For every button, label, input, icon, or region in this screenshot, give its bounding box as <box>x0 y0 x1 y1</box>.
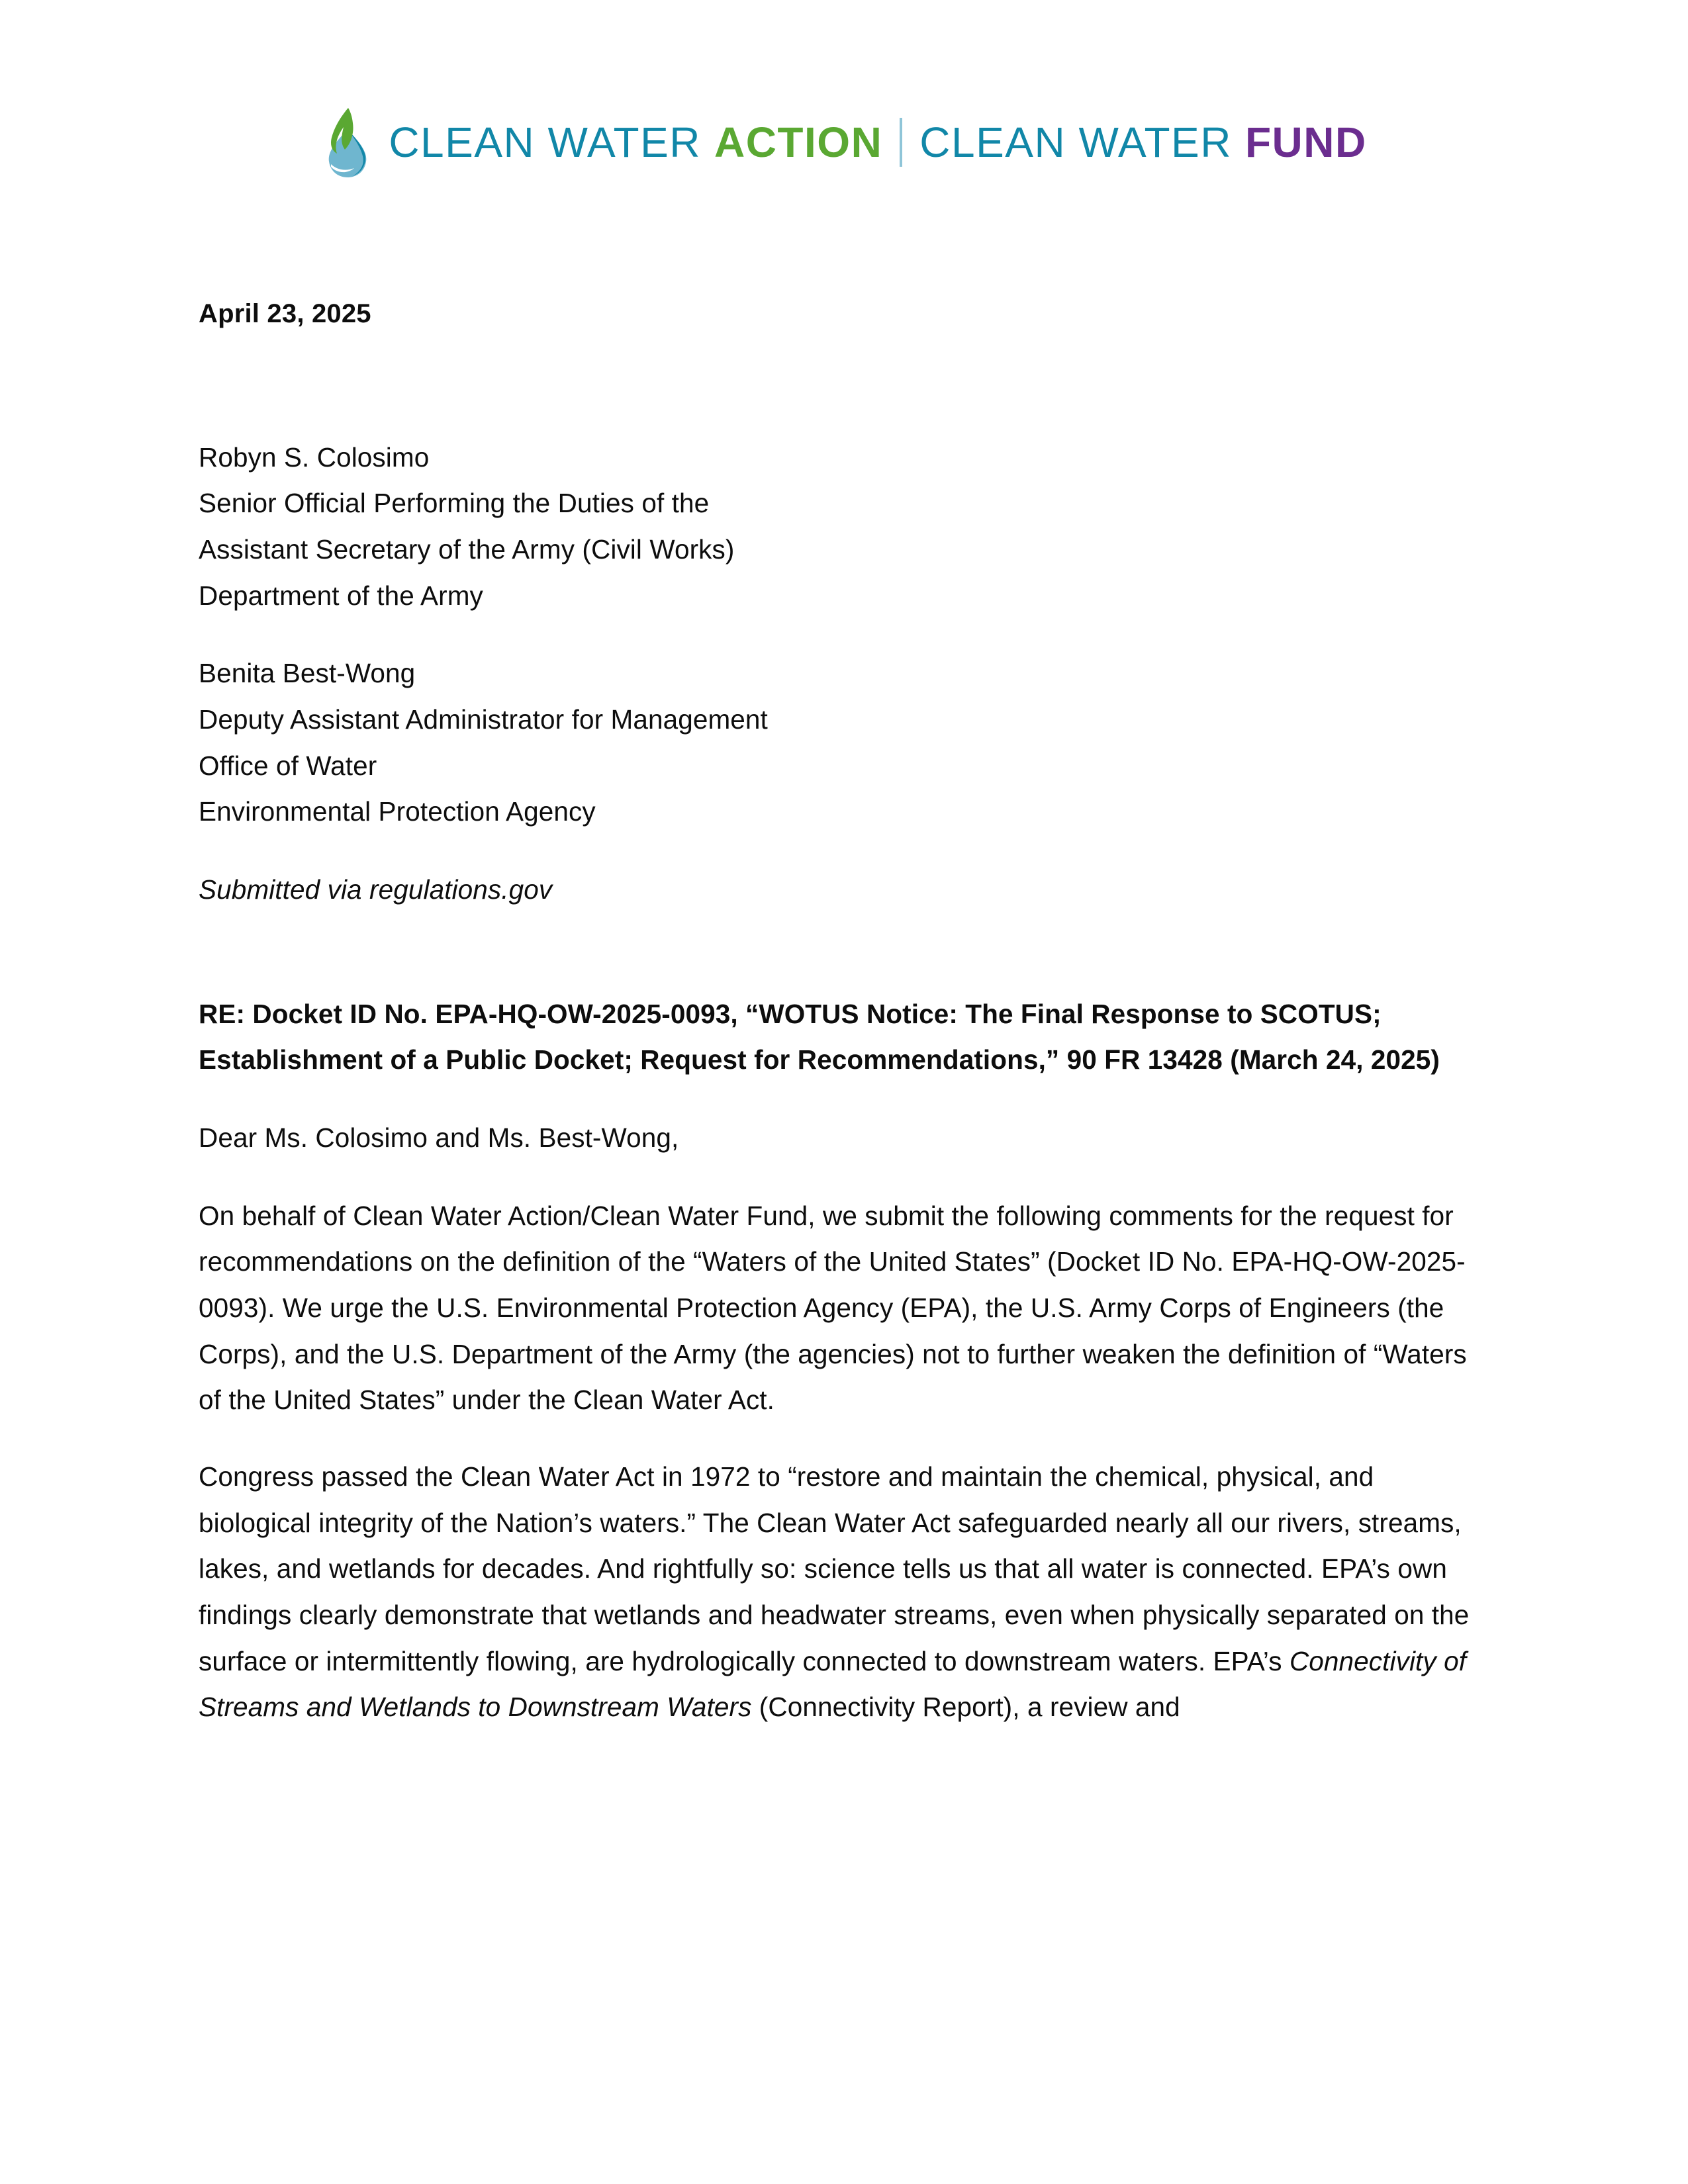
spacer <box>199 913 1470 960</box>
submission-method: Submitted via regulations.gov <box>199 874 553 905</box>
spacer <box>199 1083 1470 1115</box>
recipient-1-org: Assistant Secretary of the Army (Civil Works) <box>199 534 735 565</box>
paragraph-2-text-b: (Connectivity Report), a review and <box>751 1692 1180 1723</box>
spacer <box>199 337 1470 435</box>
logo-text-action: ACTION <box>714 118 883 166</box>
clean-water-action-logo <box>321 106 1366 179</box>
recipient-1-dept: Department of the Army <box>199 580 483 611</box>
logo-text-clean-water-1: CLEAN WATER <box>389 118 701 166</box>
recipient-1-title: Senior Official Performing the Duties of the <box>199 488 710 519</box>
subject-line: RE: Docket ID No. EPA-HQ-OW-2025-0093, “WOTUS Notice: The Final Response to SCOTUS; Establishment of a Public Docket; Request for Recommendations,” 90 FR 13428 (March 24, 2025) <box>199 998 1440 1075</box>
spacer <box>199 960 1470 991</box>
connectivity-report-title: Connectivity of Streams and Wetlands to Downstream Waters <box>199 1645 1467 1723</box>
logo-text-clean-water-2: CLEAN WATER <box>919 118 1232 166</box>
recipient-1-name: Robyn S. Colosimo <box>199 441 430 473</box>
body-paragraph-2 <box>199 1454 1470 1731</box>
spacer <box>199 619 1470 651</box>
recipient-2-org: Office of Water <box>199 750 377 781</box>
recipient-2-dept: Environmental Protection Agency <box>199 796 596 827</box>
recipient-2-title: Deputy Assistant Administrator for Management <box>199 704 768 735</box>
logo-wordmark <box>389 118 1366 167</box>
recipient-block-1 <box>199 435 1470 619</box>
logo-divider <box>900 118 902 167</box>
recipient-2-name: Benita Best-Wong <box>199 658 416 689</box>
spacer <box>199 835 1470 867</box>
body-paragraph-1: On behalf of Clean Water Action/Clean Water Fund, we submit the following comments for the request for recommendations on the definition of the “Waters of the United States” (Docket ID No. EPA-HQ-OW-2025-0093). We urge the U.S. Environmental Protection Agency (EPA), the U.S. Army Corps of Engineers (the Corps), and the U.S. Department of the Army (the agencies) not to further weaken the definition of “Waters of the United States” under the Clean Water Act. <box>199 1200 1467 1416</box>
letter-body <box>199 291 1470 1731</box>
logo-text-fund: FUND <box>1244 118 1367 166</box>
salutation: Dear Ms. Colosimo and Ms. Best-Wong, <box>199 1122 679 1154</box>
letterhead <box>0 106 1688 179</box>
recipient-block-2 <box>199 651 1470 835</box>
spacer <box>199 1161 1470 1193</box>
letter-date: April 23, 2025 <box>199 299 371 328</box>
water-droplet-leaf-icon <box>321 106 374 179</box>
paragraph-2-text-a: Congress passed the Clean Water Act in 1972 to “restore and maintain the chemical, physical, and biological integrity of the Nation’s waters.” The Clean Water Act safeguarded nearly all our rivers, streams, lakes, and wetlands for decades. And rightfully so: science tells us that all water is connected. EPA’s own findings clearly demonstrate that wetlands and headwater streams, even when physically separated on the surface or intermittently flowing, are hydrologically connected to downstream waters. EPA’s <box>199 1461 1470 1676</box>
